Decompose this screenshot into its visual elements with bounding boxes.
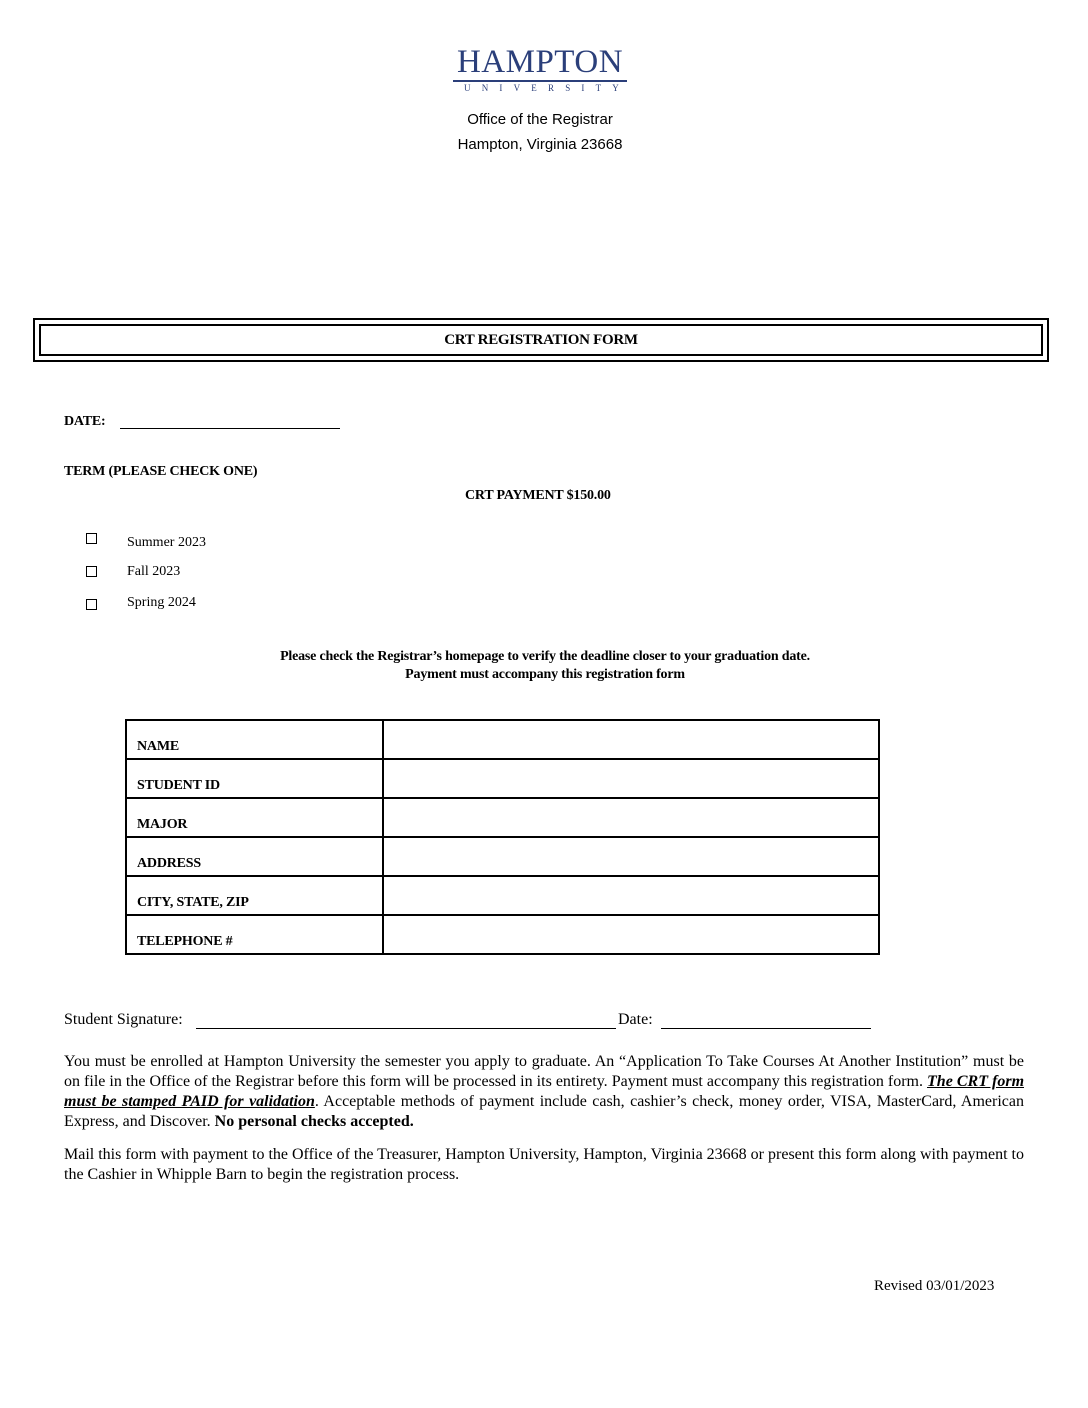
term-label-fall-2023: Fall 2023: [127, 564, 181, 579]
no-personal-checks: No personal checks accepted.: [214, 1113, 414, 1130]
table-row: [126, 837, 879, 876]
field-label-telephone: TELEPHONE #: [126, 915, 383, 954]
table-row: [126, 876, 879, 915]
office-name: Office of the Registrar: [467, 111, 613, 128]
signature-field[interactable]: [196, 1028, 616, 1029]
field-label-address: ADDRESS: [126, 837, 383, 876]
field-input-telephone[interactable]: [383, 915, 879, 954]
paragraph-text: . Acceptable methods of payment include cash, cashier’s check, money order, VISA, MasterCard, American Express, and Discover.: [64, 1093, 1024, 1130]
term-label-spring-2024: Spring 2024: [127, 595, 196, 610]
term-label-summer-2023: Summer 2023: [127, 535, 206, 550]
payment-amount: CRT PAYMENT $150.00: [465, 488, 611, 503]
field-label-city-state-zip: CITY, STATE, ZIP: [126, 876, 383, 915]
form-title-inner: [39, 324, 1043, 356]
date-label: DATE:: [64, 414, 106, 429]
table-row: [126, 915, 879, 954]
field-input-student-id[interactable]: [383, 759, 879, 798]
field-input-address[interactable]: [383, 837, 879, 876]
validation-emphasis: The CRT form must be stamped PAID for validation: [64, 1073, 1025, 1110]
field-input-city-state-zip[interactable]: [383, 876, 879, 915]
term-heading: TERM (PLEASE CHECK ONE): [64, 464, 258, 479]
logo-wordmark: HAMPTON: [456, 44, 624, 80]
table-row: [126, 720, 879, 759]
table-row: [126, 759, 879, 798]
form-title-box: [33, 318, 1049, 362]
field-label-name: NAME: [126, 720, 383, 759]
signature-date-label: Date:: [618, 1011, 653, 1028]
enrollment-paragraph: [64, 1052, 1024, 1132]
mailing-paragraph: Mail this form with payment to the Office of the Treasurer, Hampton University, Hampton, Virginia 23668 or present this form along with payment to the Cashier in Whipple Barn to begin the registration process.: [64, 1146, 1024, 1183]
field-label-student-id: STUDENT ID: [126, 759, 383, 798]
term-checkbox-fall-2023[interactable]: [86, 566, 97, 577]
paragraph-text: You must be enrolled at Hampton University the semester you apply to graduate. An “Application To Take Courses At Another Institution” must be on file in the Office of the Registrar before this form will be processed in its entirety. Payment must accompany this registration form.: [64, 1053, 1024, 1090]
payment-notice: Payment must accompany this registration form: [405, 667, 685, 682]
deadline-notice: Please check the Registrar’s homepage to verify the deadline closer to your graduation date.: [280, 649, 810, 664]
revision-date: Revised 03/01/2023: [874, 1278, 995, 1294]
field-input-name[interactable]: [383, 720, 879, 759]
signature-label: Student Signature:: [64, 1011, 183, 1028]
table-row: [126, 798, 879, 837]
logo-subtitle: UNIVERSITY: [464, 83, 630, 93]
hampton-university-logo: [440, 44, 640, 94]
field-input-major[interactable]: [383, 798, 879, 837]
field-label-major: MAJOR: [126, 798, 383, 837]
student-info-table: [125, 719, 880, 955]
term-checkbox-summer-2023[interactable]: [86, 533, 97, 544]
signature-date-field[interactable]: [661, 1028, 871, 1029]
date-field[interactable]: [120, 428, 340, 429]
term-checkbox-spring-2024[interactable]: [86, 599, 97, 610]
office-address: Hampton, Virginia 23668: [457, 136, 623, 153]
form-title: CRT REGISTRATION FORM: [444, 331, 638, 348]
